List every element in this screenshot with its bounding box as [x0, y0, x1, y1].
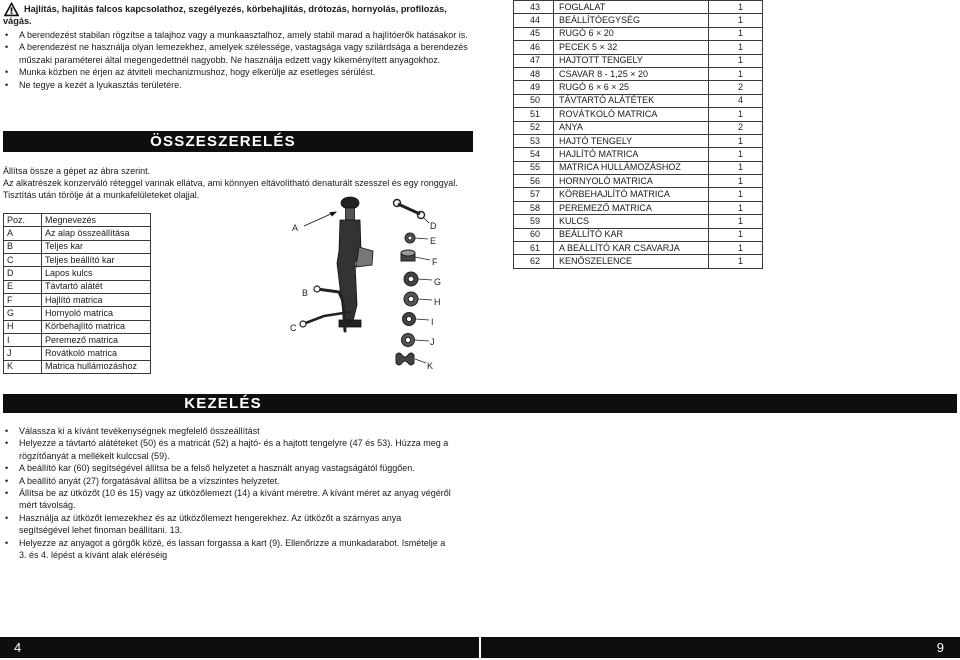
part-number: 46 — [514, 41, 554, 54]
component-position: G — [4, 307, 42, 320]
assembly-heading: ÖSSZESZERELÉS — [150, 133, 296, 150]
part-number: 53 — [514, 134, 554, 147]
part-name: RUGÓ 6 × 20 — [554, 27, 709, 40]
table-row — [514, 108, 763, 121]
part-number: 49 — [514, 81, 554, 94]
diagram-label-a: A — [292, 223, 299, 233]
part-number: 51 — [514, 108, 554, 121]
table-row — [514, 1, 763, 14]
safety-instructions — [0, 29, 477, 91]
beading-die-drawing — [404, 292, 432, 306]
header-position: Poz. — [4, 214, 42, 227]
part-name: TÁVTARTÓ ALÁTÉTEK — [554, 94, 709, 107]
components-table — [3, 213, 151, 374]
diagram-label-k: K — [427, 361, 434, 371]
table-row — [514, 81, 763, 94]
part-name: ROVÁTKOLÓ MATRICA — [554, 108, 709, 121]
part-quantity: 1 — [709, 67, 763, 80]
assembly-paragraph: Állítsa össze a gépet az ábra szerint. — [3, 166, 151, 176]
table-row — [514, 67, 763, 80]
operation-bullet: • Helyezze a távtartó alátéteket (50) és a matricát (52) a hajtó- és a hajtott tengelyre (47 és 53). Húzza meg a rögzítőanyát a mellékelt kulccsal (59). — [0, 437, 451, 462]
header-name: Megnevezés — [42, 214, 151, 227]
page-number-right-text: 9 — [936, 640, 944, 655]
table-row — [514, 188, 763, 201]
table-row — [4, 294, 151, 307]
safety-bullet: • A berendezést stabilan rögzítse a talajhoz vagy a munkaasztalhoz, amely stabil marad a hajlítóerők hatásakor is. — [0, 29, 477, 41]
part-name: BEÁLLÍTÓEGYSÉG — [554, 14, 709, 27]
component-position: J — [4, 347, 42, 360]
part-quantity: 2 — [709, 81, 763, 94]
part-quantity: 4 — [709, 94, 763, 107]
diagram-label-h: H — [434, 297, 441, 307]
page-number-left-text: 4 — [14, 640, 22, 655]
part-quantity: 1 — [709, 242, 763, 255]
table-row — [514, 148, 763, 161]
component-position: H — [4, 320, 42, 333]
table-row — [4, 360, 151, 373]
safety-bullet: • A berendezést ne használja olyan lemezekhez, amelyek szélessége, vastagsága vagy szilárdsága a berendezés műszaki paraméterei által megengedettnél nagyobb. Ne használja edzett vagy kikeményített anyagokhoz. — [0, 41, 477, 66]
component-position: B — [4, 240, 42, 253]
part-name: HAJLÍTÓ MATRICA — [554, 148, 709, 161]
part-name: HAJTOTT TENGELY — [554, 54, 709, 67]
part-quantity: 1 — [709, 215, 763, 228]
part-name: PECEK 5 × 32 — [554, 41, 709, 54]
part-quantity: 1 — [709, 41, 763, 54]
part-number: 52 — [514, 121, 554, 134]
flanging-die-drawing — [403, 313, 430, 326]
part-number: 59 — [514, 215, 554, 228]
table-row — [4, 307, 151, 320]
part-number: 58 — [514, 201, 554, 214]
part-number: 47 — [514, 54, 554, 67]
part-number: 45 — [514, 27, 554, 40]
warning-title-text: Hajlítás, hajlítás falcos kapcsolathoz, szegélyezés, körbehajlítás, drótozás, hornyolás, profilozás, vágás. — [3, 4, 447, 27]
table-row — [514, 54, 763, 67]
part-quantity: 1 — [709, 255, 763, 268]
component-name: Teljes kar — [42, 240, 151, 253]
operation-bullet: • A beállító kar (60) segítségével állítsa be a felső helyzetet a használt anyag vastagságától függően. — [0, 462, 451, 474]
side-bracket — [356, 247, 373, 267]
table-row — [4, 267, 151, 280]
part-name: RUGÓ 6 × 6 × 25 — [554, 81, 709, 94]
part-quantity: 1 — [709, 161, 763, 174]
table-row — [514, 14, 763, 27]
part-quantity: 1 — [709, 54, 763, 67]
table-row — [4, 227, 151, 240]
components-table-header — [4, 214, 151, 227]
diagram-label-b: B — [302, 288, 309, 298]
component-name: Teljes beállító kar — [42, 254, 151, 267]
crimping-die-drawing — [396, 353, 426, 365]
column-body — [337, 220, 361, 321]
part-number: 44 — [514, 14, 554, 27]
grooving-die-drawing — [404, 272, 432, 286]
component-position: A — [4, 227, 42, 240]
table-row — [514, 27, 763, 40]
diagram-label-d: D — [430, 221, 437, 231]
component-position: F — [4, 294, 42, 307]
part-number: 43 — [514, 1, 554, 14]
notching-die-drawing — [402, 334, 430, 347]
part-name: KULCS — [554, 215, 709, 228]
part-number: 61 — [514, 242, 554, 255]
table-row — [514, 242, 763, 255]
warning-heading — [3, 3, 473, 28]
part-name: FOGLALAT — [554, 1, 709, 14]
leader-a — [304, 212, 336, 226]
assembly-diagram — [284, 193, 449, 375]
component-position: K — [4, 360, 42, 373]
component-position: C — [4, 254, 42, 267]
page-number-right — [481, 637, 960, 658]
component-name: Hajlító matrica — [42, 294, 151, 307]
operation-instructions — [0, 425, 451, 561]
part-quantity: 1 — [709, 201, 763, 214]
part-name: CSAVAR 8 - 1,25 × 20 — [554, 67, 709, 80]
table-row — [514, 228, 763, 241]
part-number: 54 — [514, 148, 554, 161]
part-name: HORNYOLÓ MATRICA — [554, 175, 709, 188]
top-cap — [341, 197, 359, 209]
part-name: PEREMEZŐ MATRICA — [554, 201, 709, 214]
column-base — [339, 320, 361, 327]
table-row — [514, 175, 763, 188]
component-name: Matrica hullámozáshoz — [42, 360, 151, 373]
component-position: D — [4, 267, 42, 280]
safety-bullet: • Ne tegye a kezét a lyukasztás területére. — [0, 79, 477, 91]
part-number: 57 — [514, 188, 554, 201]
component-name: Körbehajlító matrica — [42, 320, 151, 333]
part-number: 56 — [514, 175, 554, 188]
part-number: 60 — [514, 228, 554, 241]
parts-list-table — [513, 0, 763, 269]
table-row — [514, 215, 763, 228]
component-position: E — [4, 280, 42, 293]
component-name: Peremező matrica — [42, 334, 151, 347]
part-number: 55 — [514, 161, 554, 174]
table-row — [4, 334, 151, 347]
part-quantity: 1 — [709, 108, 763, 121]
part-number: 50 — [514, 94, 554, 107]
operation-bullet: • Helyezze az anyagot a görgők közé, és lassan forgassa a kart (9). Ellenőrizze a munkadarabot. Ismételje a 3. és 4. lépést a kívánt alak eléréséig — [0, 537, 451, 562]
part-name: KENŐSZELENCE — [554, 255, 709, 268]
component-name: Az alap összeállítása — [42, 227, 151, 240]
component-name: Rovátkoló matrica — [42, 347, 151, 360]
part-name: ANYA — [554, 121, 709, 134]
part-quantity: 1 — [709, 228, 763, 241]
table-row — [514, 134, 763, 147]
flat-wrench-drawing — [394, 200, 430, 224]
part-number: 62 — [514, 255, 554, 268]
table-row — [514, 201, 763, 214]
component-name: Lapos kulcs — [42, 267, 151, 280]
operation-bullet: • Állítsa be az ütközőt (10 és 15) vagy az ütközőlemezt (14) a kívánt méretre. A kívánt méret az anyag végéről mért távolság. — [0, 487, 451, 512]
bending-die-drawing — [401, 250, 430, 261]
part-quantity: 1 — [709, 175, 763, 188]
table-row — [4, 280, 151, 293]
operation-bullet: • Válassza ki a kívánt tevékenységnek megfelelő összeállítást — [0, 425, 451, 437]
part-number: 48 — [514, 67, 554, 80]
table-row — [4, 320, 151, 333]
diagram-label-f: F — [432, 257, 438, 267]
column-neck — [346, 208, 355, 220]
part-quantity: 1 — [709, 148, 763, 161]
part-quantity: 1 — [709, 14, 763, 27]
diagram-label-e: E — [430, 236, 437, 246]
table-row — [514, 255, 763, 268]
operation-bullet: • Használja az ütközőt lemezekhez és az ütközőlemezt hengerekhez. Az ütközőt a szárnyas anya segítségével lehet finoman beállítani. 13. — [0, 512, 451, 537]
safety-bullet: • Munka közben ne érjen az átviteli mechanizmushoz, hogy elkerülje az esetleges sérülést. — [0, 66, 477, 78]
diagram-label-i: I — [431, 317, 434, 327]
part-name: MATRICA HULLÁMOZÁSHOZ — [554, 161, 709, 174]
part-quantity: 1 — [709, 1, 763, 14]
part-name: BEÁLLÍTÓ KAR — [554, 228, 709, 241]
table-row — [514, 121, 763, 134]
table-row — [514, 161, 763, 174]
spacer-washer-drawing — [405, 233, 428, 243]
component-position: I — [4, 334, 42, 347]
part-name: KÖRBEHAJLÍTÓ MATRICA — [554, 188, 709, 201]
part-name: HAJTÓ TENGELY — [554, 134, 709, 147]
component-name: Hornyoló matrica — [42, 307, 151, 320]
part-name: A BEÁLLÍTÓ KAR CSAVARJA — [554, 242, 709, 255]
diagram-label-j: J — [430, 337, 435, 347]
assembly-section-banner — [3, 131, 473, 152]
page-number-left — [0, 637, 479, 658]
table-row — [4, 240, 151, 253]
operation-section-banner — [3, 394, 957, 413]
diagram-label-c: C — [290, 323, 297, 333]
diagram-label-g: G — [434, 277, 442, 287]
assembly-paragraph: Tisztítás után törölje át a munkafelületeket olajjal. — [3, 190, 200, 201]
operation-heading: KEZELÉS — [184, 395, 262, 412]
component-name: Távtartó alátét — [42, 280, 151, 293]
table-row — [514, 94, 763, 107]
table-row — [4, 347, 151, 360]
part-quantity: 2 — [709, 121, 763, 134]
part-quantity: 1 — [709, 134, 763, 147]
operation-bullet: • A beállító anyát (27) forgatásával állítsa be a vízszintes helyzetet. — [0, 475, 451, 487]
table-row — [4, 254, 151, 267]
part-quantity: 1 — [709, 27, 763, 40]
assembly-paragraph: Az alkatrészek konzerváló réteggel vannak ellátva, ami könnyen eltávolítható denaturált szesszel és egy ronggyal. — [3, 178, 458, 189]
part-quantity: 1 — [709, 188, 763, 201]
table-row — [514, 41, 763, 54]
